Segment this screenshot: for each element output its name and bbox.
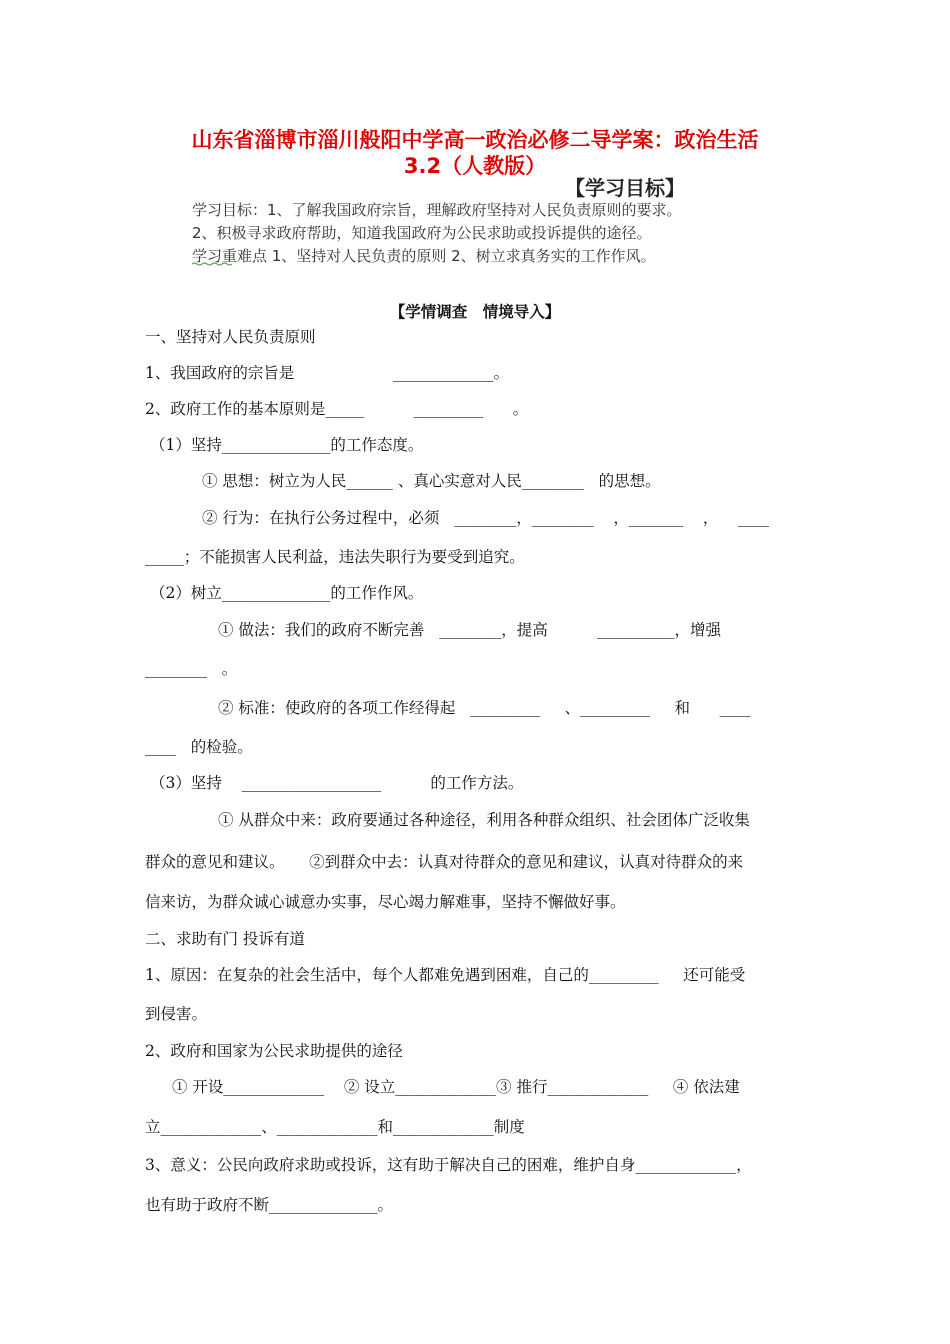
text-line: 群众的意见和建议。 ②到群众中去：认真对待群众的意见和建议，认真对待群众的来 [145,853,744,871]
learning-goal-line2: 2、积极寻求政府帮助，知道我国政府为公民求助或投诉提供的途径。 [192,224,652,242]
section-heading: 【学情调查 情境导入】 [389,303,561,321]
text-line: ② 行为：在执行公务过程中，必须 ________，________ ，_______ ， ____ [202,509,770,527]
text-line: 1、我国政府的宗旨是 _____________。 [145,364,510,382]
text-line: ____ 的检验。 [145,738,253,756]
text-line: ① 开设_____________ ② 设立_____________③ 推行_____________ ④ 依法建 [172,1078,740,1096]
text-line: 一、坚持对人民负责原则 [145,328,316,346]
text-line: 2、政府和国家为公民求助提供的途径 [145,1042,403,1060]
text-line: ② 标准：使政府的各项工作经得起 _________ 、_________ 和 ____ [218,699,751,717]
learning-goals-heading: 【学习目标】 [565,176,685,200]
text-line: （3）坚持 __________________ 的工作方法。 [150,774,524,792]
text-line: ① 思想：树立为人民______ 、真心实意对人民________ 的思想。 [202,472,661,490]
learning-goal-line3: 学习重难点 1、坚持对人民负责的原则 2、树立求真务实的工作作风。 [192,247,656,265]
text-line: 也有助于政府不断______________。 [145,1196,394,1214]
text-line: 立_____________、_____________和_____________制度 [145,1118,525,1136]
text-line: 信来访，为群众诚心诚意办实事，尽心竭力解难事，坚持不懈做好事。 [145,893,626,911]
text-line: 3、意义：公民向政府求助或投诉，这有助于解决自己的困难，维护自身_____________， [145,1156,752,1174]
text-line: 1、原因：在复杂的社会生活中，每个人都难免遇到困难，自己的_________ 还可能受 [145,966,746,984]
document-title-line1: 山东省淄博市淄川般阳中学高一政治必修二导学案：政治生活 [191,128,759,152]
text-line: （1）坚持______________的工作态度。 [150,436,424,454]
text-line: ① 从群众中来：政府要通过各种途径，利用各种群众组织、社会团体广泛收集 [218,811,750,829]
text-line: 2、政府工作的基本原则是_____ _________ 。 [145,400,529,418]
document-title-line2: 3.2（人教版） [403,154,547,178]
text-line: _____；不能损害人民利益，违法失职行为要受到追究。 [145,548,525,566]
spellcheck-squiggle [192,262,232,266]
text-line: ________ 。 [145,660,238,678]
text-line: ① 做法：我们的政府不断完善 ________，提高 __________，增强 [218,621,721,639]
text-line: 二、求助有门 投诉有道 [145,930,305,948]
text-line: （2）树立______________的工作作风。 [150,584,424,602]
learning-goal-line1: 学习目标：1、了解我国政府宗旨，理解政府坚持对人民负责原则的要求。 [192,201,682,219]
text-line: 到侵害。 [145,1005,208,1023]
